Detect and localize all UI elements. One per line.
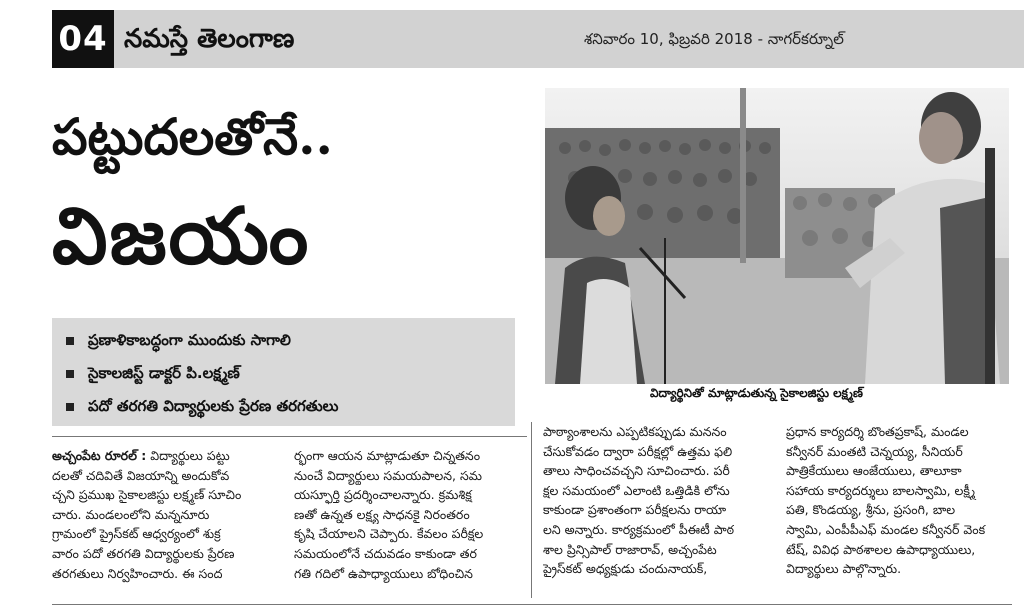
- column-divider: [531, 422, 532, 598]
- column-line: పాఠ్యాంశాలను ఎప్పటికప్పుడు మననం: [543, 424, 727, 439]
- column-line: నుంచే విద్యార్థులు సమయపాలన, సమ: [294, 467, 482, 483]
- column-line: అచ్చంపేట రూరల్ : విద్యార్థులు పట్టు: [52, 448, 230, 463]
- header-dateline: శనివారం 10, ఫిబ్రవరి 2018 - నాగర్‌కర్నూల్: [584, 30, 844, 48]
- column-line: చ్చని ప్రముఖ సైకాలజిస్టు లక్ష్మణ్ సూచిం: [52, 487, 242, 503]
- bullet-icon: [66, 403, 74, 411]
- column-line: గ్రామంలో ప్రైస్‌కట్ ఆధ్వర్యంలో శుక్ర: [52, 526, 221, 542]
- article-column-2: [294, 446, 526, 583]
- bottom-rule: [52, 604, 1012, 605]
- column-line: పాత్రికేయులు ఆంజేయులు, తాలూకా: [786, 463, 962, 479]
- column-line: విద్యార్థులు పాల్గొన్నారు.: [786, 561, 902, 577]
- column-line: కాకుండా ప్రశాంతంగా పరీక్షలను రాయా: [543, 502, 727, 518]
- photo-illustration: [545, 88, 1009, 384]
- column-top-rule: [52, 436, 527, 437]
- column-line: దలతో చదివితే విజయాన్ని అందుకోవ: [52, 467, 230, 483]
- headline-line-2: విజయం: [52, 191, 311, 282]
- column-line: ప్రధాన కార్యదర్శి బొంతప్రకాష్, మండల: [786, 424, 969, 439]
- column-line: ణతో ఉన్నత లక్ష్య సాధనకై నిరంతరం: [294, 506, 470, 522]
- article-column-4: [786, 422, 1012, 579]
- column-line: చారు. మండలంలోని మన్ననూరు: [52, 506, 210, 522]
- newspaper-name: నమస్తే తెలంగాణ: [124, 24, 295, 54]
- column-line: తరగతులు నిర్వహించారు. ఈ సంద: [52, 565, 223, 581]
- bullet-icon: [66, 370, 74, 378]
- column-line: తాలు సాధించవచ్చని సూచించారు. పరీ: [543, 463, 730, 479]
- column-line: శాల ప్రిన్సిపాల్ రాజారావ్, అచ్చంపేట: [543, 541, 717, 557]
- highlight-text: పదో తరగతి విద్యార్థులకు ప్రేరణ తరగతులు: [88, 397, 339, 415]
- article-photo: [545, 88, 1009, 384]
- page-number: 04: [52, 10, 114, 68]
- photo-caption: విద్యార్థినితో మాట్లాడుతున్న సైకాలజిస్టు లక్ష్మణ్: [650, 386, 863, 400]
- column-line: ప్రైస్‌కట్ అధ్యక్షుడు చందునాయక్,: [543, 561, 708, 577]
- column-line: కృషి చేయాలని చెప్పారు. కేవలం పరీక్షల: [294, 526, 484, 542]
- column-line: యస్ఫూర్తి ప్రదర్శించాలన్నారు. క్రమశిక్ష: [294, 487, 472, 503]
- article-dateline: అచ్చంపేట రూరల్ :: [52, 448, 147, 463]
- highlight-item: [66, 324, 338, 357]
- bullet-icon: [66, 337, 74, 345]
- column-line: స్వామి, ఎంపీపీఎఫ్ మండల కన్వీనర్ వెంక: [786, 521, 986, 537]
- highlights-list: [66, 324, 338, 423]
- column-line: గతి గదిలో ఉపాధ్యాయులు బోధించిన: [294, 565, 473, 581]
- article-column-1: [52, 446, 284, 583]
- column-line: ర్భంగా ఆయన మాట్లాడుతూ చిన్నతనం: [294, 448, 481, 463]
- column-line: లని అన్నారు. కార్యక్రమంలో పీఈటీ పాఠ: [543, 521, 734, 537]
- column-line: టేష్, వివిధ పాఠశాలల ఉపాధ్యాయులు,: [786, 541, 976, 557]
- highlight-item: [66, 390, 338, 423]
- highlight-text: సైకాలజిస్ట్ డాక్టర్ పి.లక్ష్మణ్: [88, 364, 240, 382]
- headline-line-1: పట్టుదలతోనే..: [52, 107, 333, 166]
- column-line: వారం పదో తరగతి విద్యార్థులకు ప్రేరణ: [52, 545, 235, 561]
- highlight-text: ప్రణాళికాబద్ధంగా ముందుకు సాగాలి: [88, 331, 291, 349]
- highlight-item: [66, 357, 338, 390]
- column-line: క్షల సమయంలో ఎలాంటి ఒత్తిడికి లోను: [543, 482, 730, 498]
- article-column-3: [543, 422, 775, 579]
- column-line: సహాయ కార్యదర్శులు బాలస్వామి, లక్ష్మీ: [786, 482, 976, 498]
- column-line: పతి, కొండయ్య, శ్రీను, ప్రసంగి, బాల: [786, 502, 956, 518]
- column-line: చేసుకోవడం ద్వారా పరీక్షల్లో ఉత్తమ ఫలి: [543, 443, 733, 459]
- column-line: కన్వీనర్ మంతటి చెన్నయ్య, సీనియర్: [786, 443, 963, 459]
- column-line: సమయంలోనే చదువడం కాకుండా తర: [294, 545, 477, 561]
